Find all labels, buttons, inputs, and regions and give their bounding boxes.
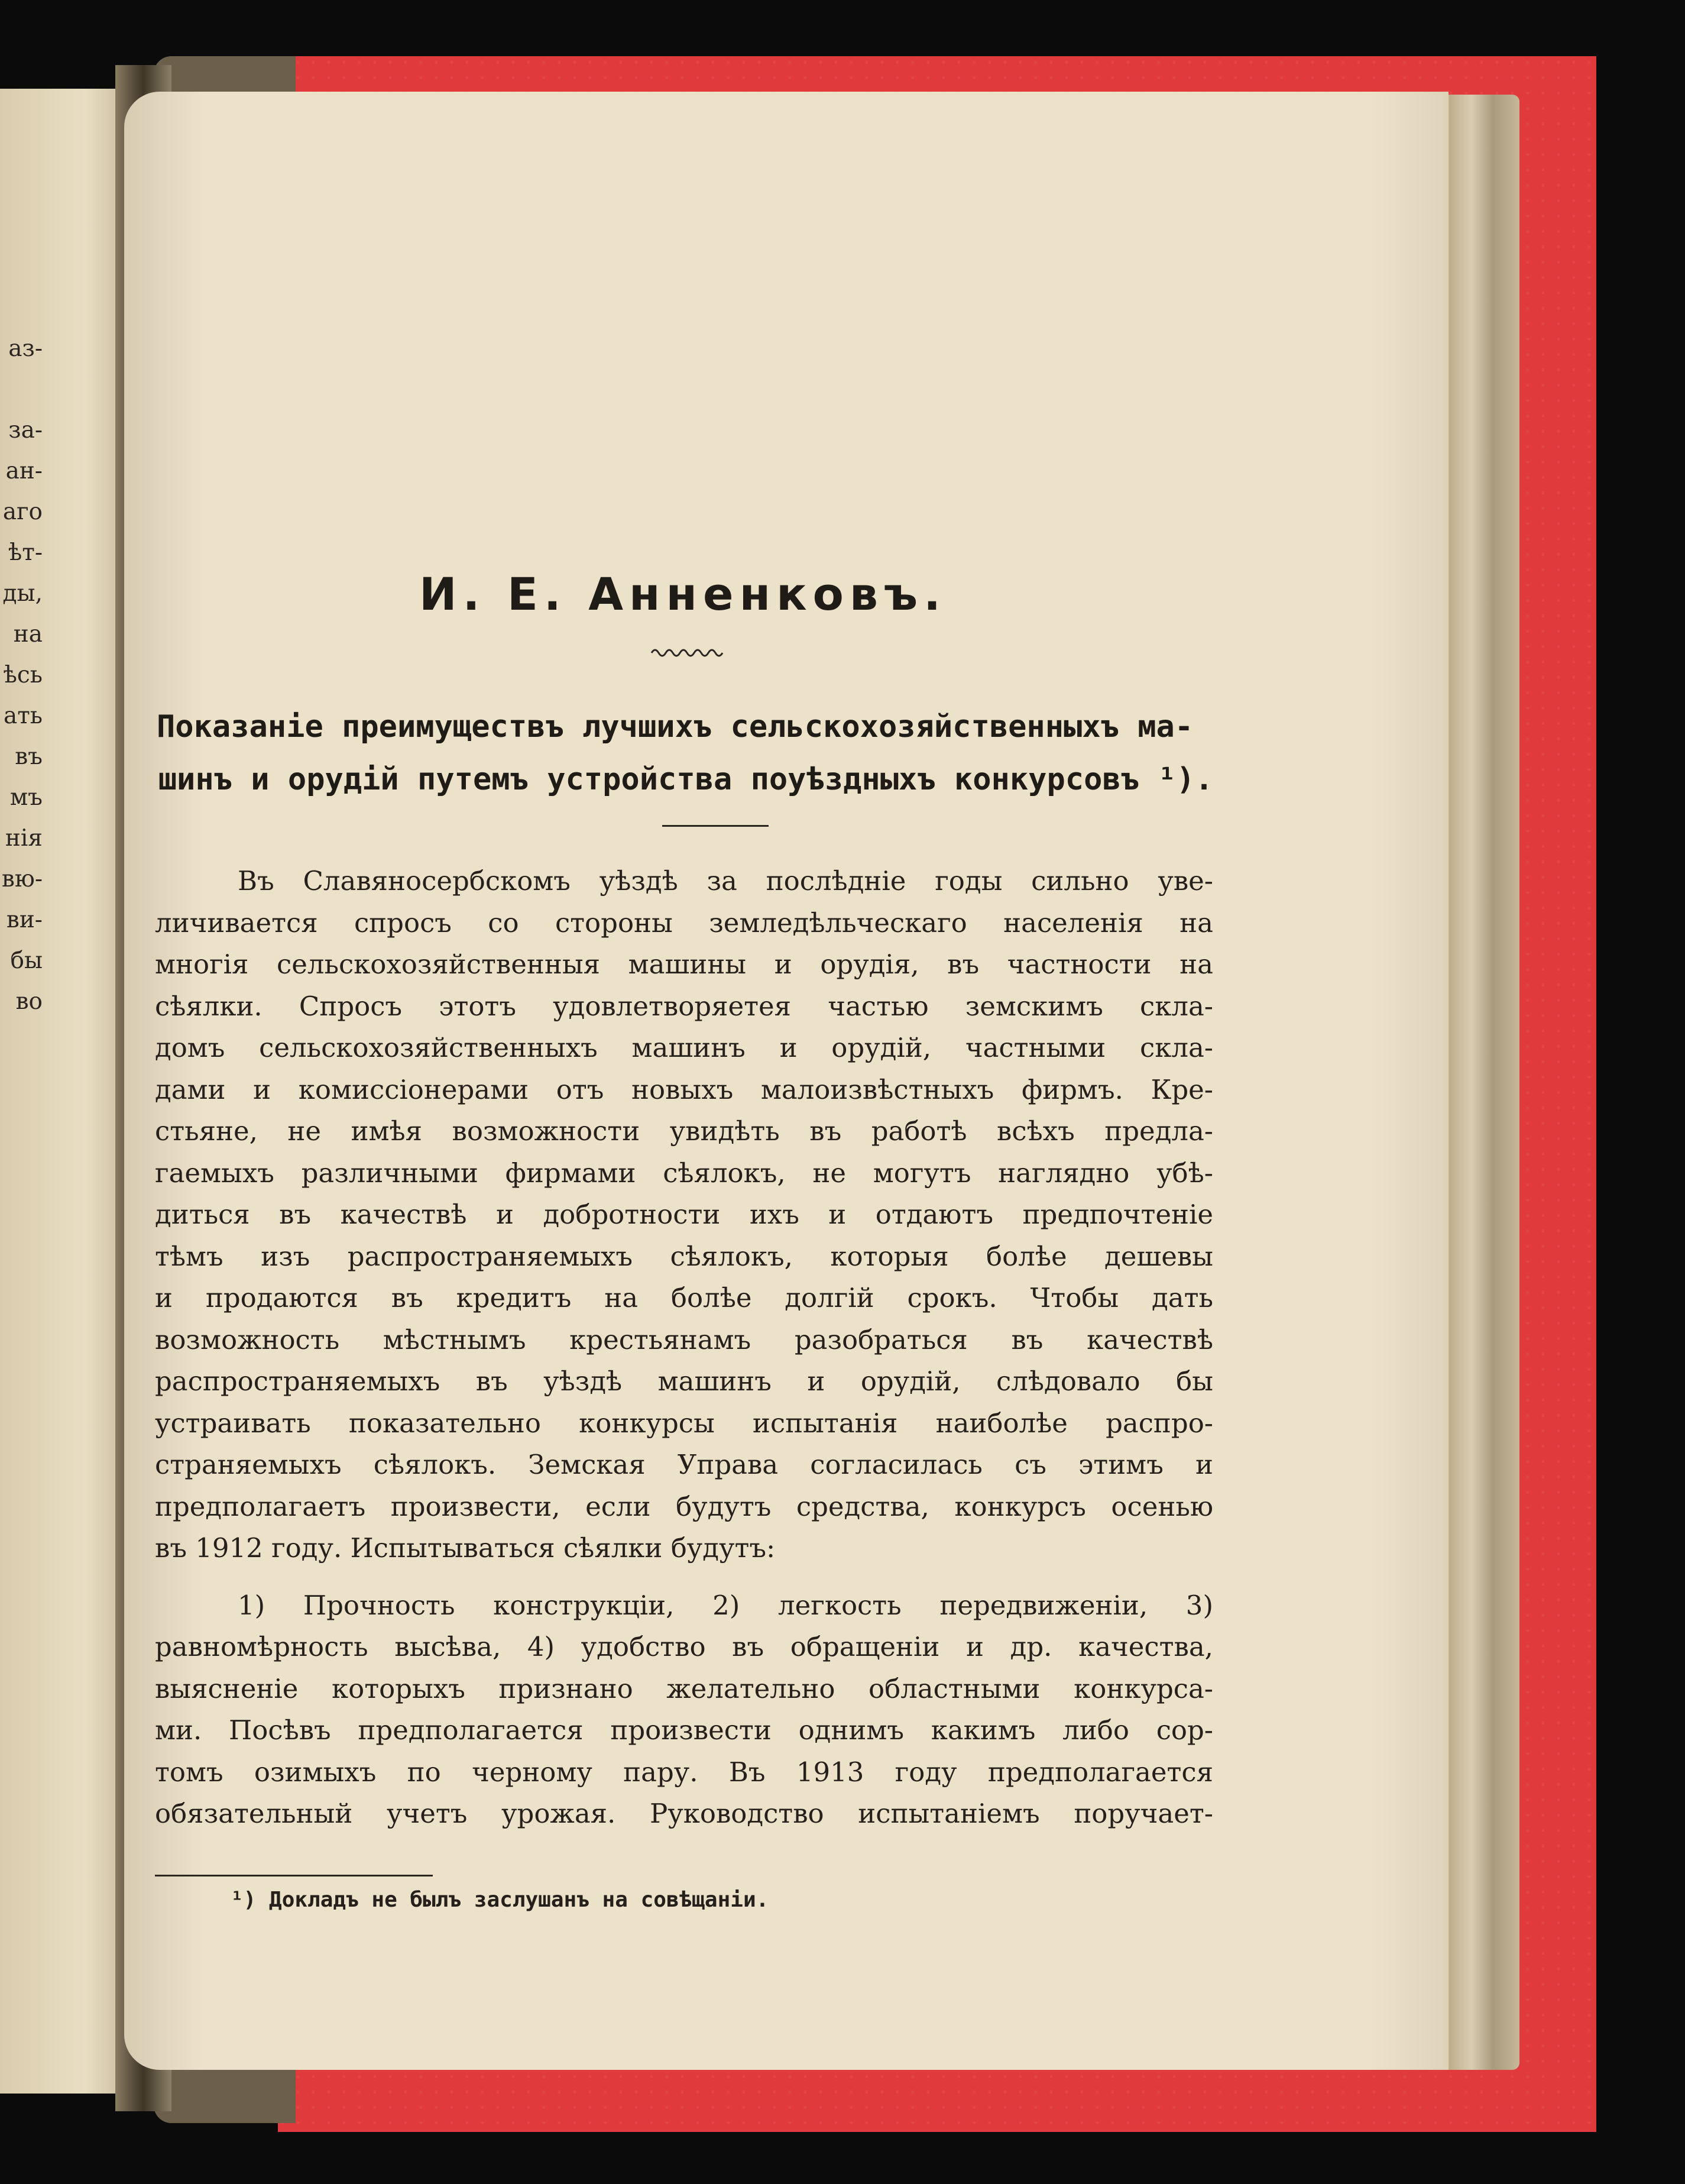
title-divider xyxy=(662,825,769,827)
left-fragment: аго xyxy=(2,499,43,525)
article-body xyxy=(155,860,1213,1835)
footnote: ¹) Докладъ не былъ заслушанъ на совѣщаніи. xyxy=(231,1888,769,1912)
left-fragment: ѣт- xyxy=(8,539,43,566)
text-line: обязательный учетъ урожая. Руководство испытаніемъ поручает- xyxy=(155,1798,1213,1829)
left-fragment: за- xyxy=(8,417,43,444)
left-page-text-fragments xyxy=(0,328,43,1022)
text-line: предполагаетъ произвести, если будутъ средства, конкурсъ осенью xyxy=(155,1490,1213,1522)
text-line: возможность мѣстнымъ крестьянамъ разобраться въ качествѣ xyxy=(155,1324,1213,1355)
left-fragment: бы xyxy=(10,947,43,974)
left-fragment: нія xyxy=(5,825,43,852)
left-fragment: на xyxy=(13,621,43,648)
text-line: домъ сельскохозяйственныхъ машинъ и орудій, частными скла- xyxy=(155,1032,1213,1063)
text-line: многія сельскохозяйственныя машины и орудія, въ частности на xyxy=(155,949,1213,980)
left-fragment: вю- xyxy=(1,866,43,892)
text-line: гаемыхъ различными фирмами сѣялокъ, не могутъ наглядно убѣ- xyxy=(155,1157,1213,1189)
text-line: страняемыхъ сѣялокъ. Земская Управа согласилась съ этимъ и xyxy=(155,1449,1213,1480)
left-fragment: ан- xyxy=(5,458,43,484)
left-fragment: ды, xyxy=(2,580,43,607)
text-line: въ 1912 году. Испытываться сѣялки будутъ: xyxy=(155,1532,776,1564)
left-fragment xyxy=(0,369,43,410)
text-line: томъ озимыхъ по черному пару. Въ 1913 году предполагается xyxy=(155,1756,1213,1788)
article-author: И. Е. Анненковъ. xyxy=(419,568,947,620)
left-fragment: ѣсь xyxy=(3,662,43,688)
decorative-squiggle-icon xyxy=(650,645,727,659)
text-line: диться въ качествѣ и добротности ихъ и отдаютъ предпочтеніе xyxy=(155,1199,1213,1230)
left-fragment: ви- xyxy=(6,907,43,933)
text-line: 1) Прочность конструкціи, 2) легкость передвиженіи, 3) xyxy=(238,1589,1213,1621)
footnote-rule xyxy=(155,1875,433,1876)
text-line: равномѣрность высѣва, 4) удобство въ обращеніи и др. качества, xyxy=(155,1631,1213,1662)
paragraph-1 xyxy=(155,860,1213,1570)
text-line: распространяемыхъ въ уѣздѣ машинъ и орудій, слѣдовало бы xyxy=(155,1366,1213,1397)
text-line: Въ Славяносербскомъ уѣздѣ за послѣдніе годы сильно уве- xyxy=(238,865,1213,897)
left-fragment: ать xyxy=(3,703,43,729)
text-line: личивается спросъ со стороны земледѣльческаго населенія на xyxy=(155,907,1213,939)
text-line: устраивать показательно конкурсы испытанія наиболѣе распро- xyxy=(155,1407,1213,1439)
text-line: тѣмъ изъ распространяемыхъ сѣялокъ, которыя болѣе дешевы xyxy=(155,1240,1213,1272)
text-line: ми. Посѣвъ предполагается произвести однимъ какимъ либо сор- xyxy=(155,1714,1213,1746)
text-line: и продаются въ кредитъ на болѣе долгій срокъ. Чтобы дать xyxy=(155,1282,1213,1313)
text-line: сѣялки. Спросъ этотъ удовлетворяетея частью земскимъ скла- xyxy=(155,990,1213,1022)
text-line: дами и комиссіонерами отъ новыхъ малоизвѣстныхъ фирмъ. Кре- xyxy=(155,1073,1213,1105)
left-fragment: во xyxy=(15,988,43,1015)
paragraph-2 xyxy=(155,1585,1213,1835)
article-title-line: Показаніе преимуществъ лучшихъ сельскохозяйственныхъ ма- xyxy=(157,709,1194,745)
text-line: выясненіе которыхъ признано желательно областными конкурса- xyxy=(155,1672,1213,1704)
text-line: стьяне, не имѣя возможности увидѣть въ работѣ всѣхъ предла- xyxy=(155,1115,1213,1147)
left-fragment: аз- xyxy=(8,335,43,362)
article-title xyxy=(157,701,1215,806)
article-title-line: шинъ и орудій путемъ устройства поуѣздныхъ конкурсовъ ¹). xyxy=(158,762,1214,797)
left-fragment: мъ xyxy=(9,784,43,811)
left-fragment: въ xyxy=(15,743,43,770)
